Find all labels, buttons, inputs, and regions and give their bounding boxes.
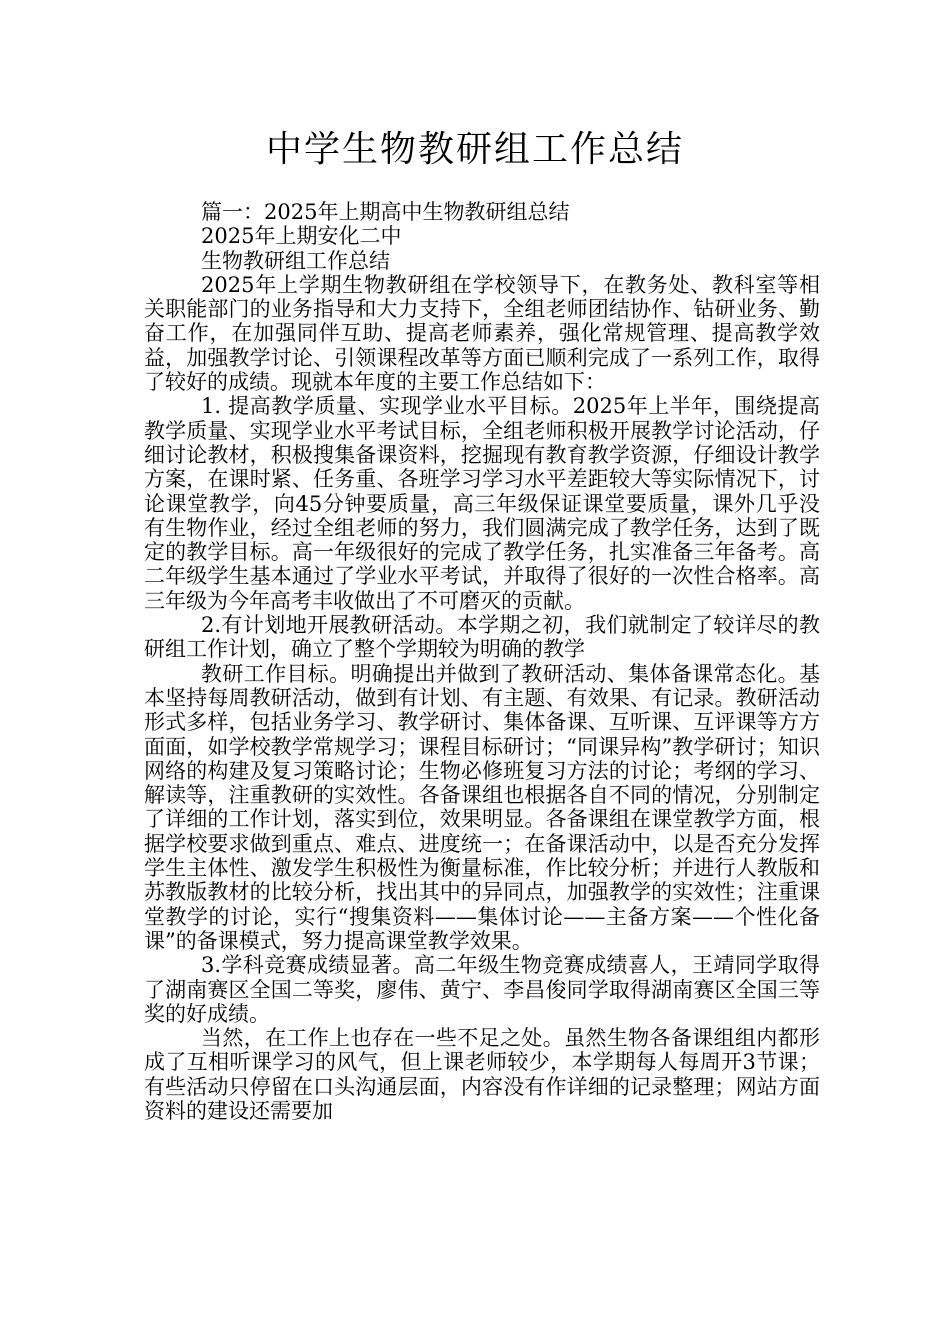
paragraph-item-2: 2.有计划地开展教研活动。本学期之初，我们就制定了较详尽的教研组工作计划，确立了整个学期较为明确的教学: [144, 613, 820, 662]
paragraph-item-2-continued: 教研工作目标。明确提出并做到了教研活动、集体备课常态化。基本坚持每周教研活动，做到有计划、有主题、有效果、有记录。教研活动形式多样，包括业务学习、教学研讨、集体备课、互听课、互评课等方方面面，如学校教学常规学习；课程目标研讨；“同课异构”教学研讨；知识网络的构建及复习策略讨论；生物必修班复习方法的讨论；考纲的学习、解读等，注重教研的实效性。各备课组也根据各自不同的情况，分别制定了详细的工作计划，落实到位，效果明显。各备课组在课堂教学方面，根据学校要求做到重点、难点、进度统一；在备课活动中，以是否充分发挥学生主体性、激发学生积极性为衡量标准，作比较分析；并进行人教版和苏教版教材的比较分析，找出其中的异同点，加强教学的实效性；注重课堂教学的讨论，实行“搜集资料——集体讨论——主备方案——个性化备课”的备课模式，努力提高课堂教学效果。: [144, 661, 820, 953]
document-body: [144, 200, 820, 1123]
document-title: 中学生物教研组工作总结: [265, 129, 684, 170]
paragraph-item-3: 3.学科竞赛成绩显著。高二年级生物竞赛成绩喜人，王靖同学取得了湖南赛区全国二等奖，廖伟、黄宁、李昌俊同学取得湖南赛区全国三等奖的好成绩。: [144, 953, 820, 1026]
paragraph-heading: 生物教研组工作总结: [201, 248, 390, 273]
paragraph-school: 2025年上期安化二中: [201, 224, 402, 249]
paragraph-subtitle: 篇一：2025年上期高中生物教研组总结: [201, 200, 570, 224]
paragraph-item-1: 1. 提高教学质量、实现学业水平目标。2025年上半年，围绕提高教学质量、实现学业水平考试目标，全组老师积极开展教学讨论活动，仔细讨论教材，积极搜集备课资料，挖掘现有教育教学资源，仔细设计教学方案，在课时紧、任务重、各班学习学习水平差距较大等实际情况下，讨论课堂教学，向45分钟要质量，高三年级保证课堂要质量，课外几乎没有生物作业，经过全组老师的努力，我们圆满完成了教学任务，达到了既定的教学目标。高一年级很好的完成了教学任务，扎实准备三年备考。高二年级学生基本通过了学业水平考试，并取得了很好的一次性合格率。高三年级为今年高考丰收做出了不可磨灭的贡献。: [144, 394, 820, 613]
paragraph-intro: 2025年上学期生物教研组在学校领导下，在教务处、教科室等相关职能部门的业务指导和大力支持下，全组老师团结协作、钻研业务、勤奋工作，在加强同伴互助、提高老师素养，强化常规管理、提高教学效益，加强教学讨论、引领课程改革等方面已顺利完成了一系列工作，取得了较好的成绩。现就本年度的主要工作总结如下：: [144, 272, 820, 395]
paragraph-shortcomings: 当然，在工作上也存在一些不足之处。虽然生物各备课组组内都形成了互相听课学习的风气，但上课老师较少，本学期每人每周开3节课；有些活动只停留在口头沟通层面，内容没有作详细的记录整理；网站方面资料的建设还需要加: [144, 1026, 820, 1123]
